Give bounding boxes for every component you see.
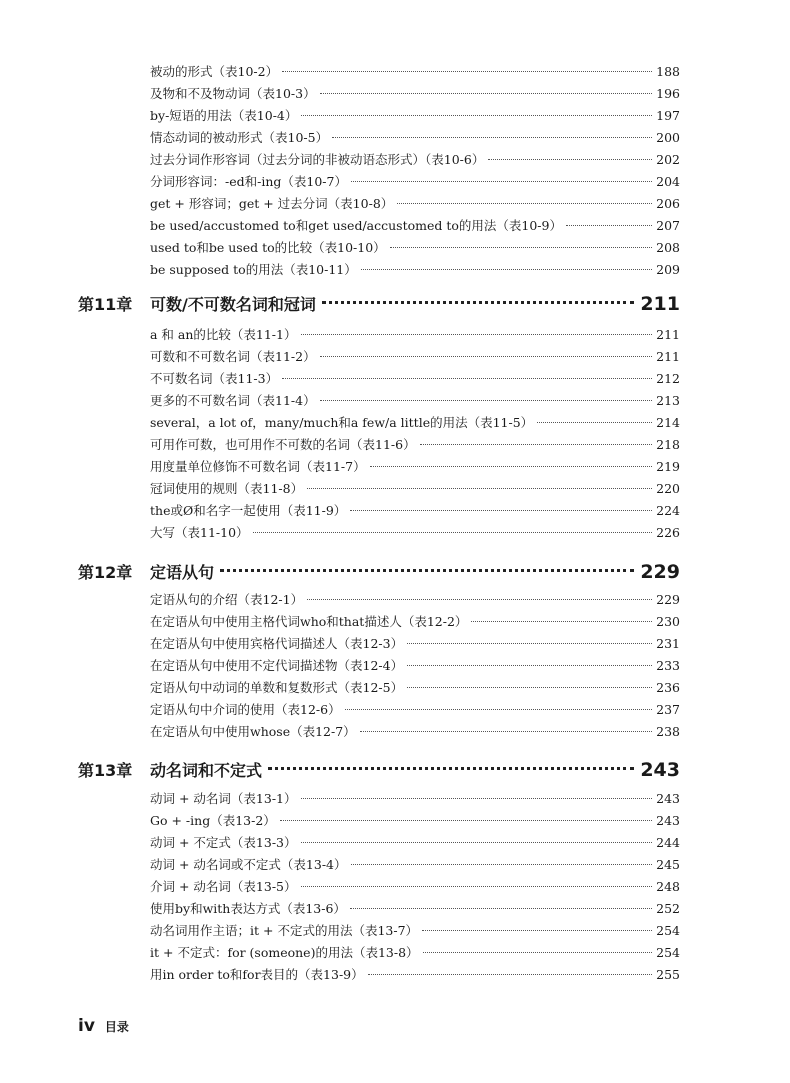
toc-entry[interactable] bbox=[150, 105, 680, 127]
toc-entry[interactable] bbox=[150, 942, 680, 964]
leader-dots bbox=[320, 400, 653, 401]
leader-dots bbox=[282, 71, 652, 72]
toc-entry[interactable] bbox=[150, 324, 680, 346]
toc-entry[interactable] bbox=[150, 854, 680, 876]
leader-dots bbox=[301, 334, 653, 335]
chapter-title: 定语从句 bbox=[150, 563, 215, 582]
toc-entry[interactable] bbox=[150, 898, 680, 920]
entry-title: by-短语的用法（表10-4） bbox=[150, 108, 298, 123]
toc-entry[interactable] bbox=[150, 434, 680, 456]
entry-title: 动词 + 动名词或不定式（表13-4） bbox=[150, 857, 347, 872]
leader-dots bbox=[350, 510, 652, 511]
leader-dots bbox=[301, 798, 653, 799]
chapter-number: 第11章 bbox=[78, 295, 133, 314]
entry-page: 233 bbox=[656, 658, 680, 673]
entry-page: 226 bbox=[656, 525, 680, 540]
toc-entry[interactable] bbox=[150, 611, 680, 633]
toc-entry[interactable] bbox=[150, 964, 680, 986]
leader-dots bbox=[320, 93, 653, 94]
leader-dots bbox=[350, 908, 652, 909]
leader-dots bbox=[332, 137, 652, 138]
toc-entry[interactable] bbox=[150, 876, 680, 898]
entry-page: 244 bbox=[656, 835, 680, 850]
entry-page: 214 bbox=[656, 415, 680, 430]
leader-dots bbox=[282, 378, 652, 379]
entry-page: 212 bbox=[656, 371, 680, 386]
entry-title: 动名词用作主语；it + 不定式的用法（表13-7） bbox=[150, 923, 419, 938]
toc-entry[interactable] bbox=[150, 810, 680, 832]
entry-title: 在定语从句中使用宾格代词描述人（表12-3） bbox=[150, 636, 404, 651]
entry-title: 使用by和with表达方式（表13-6） bbox=[150, 901, 346, 916]
leader-dots bbox=[368, 974, 653, 975]
entry-page: 236 bbox=[656, 680, 680, 695]
entry-page: 213 bbox=[656, 393, 680, 408]
entry-title: be used/accustomed to和get used/accustomed to的用法（表10-9） bbox=[150, 218, 562, 233]
leader-dots bbox=[345, 709, 653, 710]
toc-entry[interactable] bbox=[150, 83, 680, 105]
entry-title: get + 形容词；get + 过去分词（表10-8） bbox=[150, 196, 394, 211]
leader-dots bbox=[307, 599, 652, 600]
entry-page: 211 bbox=[656, 349, 680, 364]
entry-title: 介词 + 动名词（表13-5） bbox=[150, 879, 297, 894]
entry-page: 208 bbox=[656, 240, 680, 255]
toc-entry[interactable] bbox=[150, 788, 680, 810]
entry-title: 定语从句中介词的使用（表12-6） bbox=[150, 702, 341, 717]
chapter-page: 229 bbox=[640, 561, 680, 583]
leader-dots bbox=[566, 225, 652, 226]
leader-dots bbox=[397, 203, 652, 204]
entry-title: 用in order to和for表目的（表13-9） bbox=[150, 967, 364, 982]
toc-entry[interactable] bbox=[150, 920, 680, 942]
leader-dots bbox=[423, 952, 653, 953]
entry-page: 202 bbox=[656, 152, 680, 167]
toc-section-ch10-continued bbox=[150, 61, 680, 281]
leader-dots bbox=[220, 569, 634, 572]
footer-label: 目录 bbox=[104, 1020, 129, 1034]
entry-page: 248 bbox=[656, 879, 680, 894]
leader-dots bbox=[361, 269, 652, 270]
toc-entry[interactable] bbox=[150, 215, 680, 237]
leader-dots bbox=[471, 621, 652, 622]
entry-title: 可用作可数，也可用作不可数的名词（表11-6） bbox=[150, 437, 416, 452]
entry-page: 204 bbox=[656, 174, 680, 189]
entry-page: 254 bbox=[656, 945, 680, 960]
entry-page: 220 bbox=[656, 481, 680, 496]
entry-title: the或Ø和名字一起使用（表11-9） bbox=[150, 503, 347, 518]
entry-page: 224 bbox=[656, 503, 680, 518]
toc-entry[interactable] bbox=[150, 478, 680, 500]
toc-entry[interactable] bbox=[150, 259, 680, 281]
chapter-heading[interactable] bbox=[78, 758, 680, 788]
footer-page-number: iv bbox=[78, 1016, 95, 1036]
leader-dots bbox=[253, 532, 653, 533]
leader-dots bbox=[407, 687, 652, 688]
entry-title: 大写（表11-10） bbox=[150, 525, 249, 540]
entry-page: 254 bbox=[656, 923, 680, 938]
toc-entry[interactable] bbox=[150, 456, 680, 478]
chapter-heading[interactable] bbox=[78, 560, 680, 590]
leader-dots bbox=[407, 643, 652, 644]
entry-title: 冠词使用的规则（表11-8） bbox=[150, 481, 304, 496]
toc-entry[interactable] bbox=[150, 61, 680, 83]
toc-entry[interactable] bbox=[150, 500, 680, 522]
entry-title: 动词 + 动名词（表13-1） bbox=[150, 791, 297, 806]
toc-entry[interactable] bbox=[150, 368, 680, 390]
leader-dots bbox=[422, 930, 652, 931]
chapter-number: 第13章 bbox=[78, 761, 133, 780]
entry-page: 230 bbox=[656, 614, 680, 629]
chapter-page: 243 bbox=[640, 759, 680, 781]
entry-page: 231 bbox=[656, 636, 680, 651]
chapter-page: 211 bbox=[640, 293, 680, 315]
entry-page: 197 bbox=[656, 108, 680, 123]
entry-title: 在定语从句中使用主格代词who和that描述人（表12-2） bbox=[150, 614, 468, 629]
leader-dots bbox=[351, 864, 653, 865]
entry-title: 情态动词的被动形式（表10-5） bbox=[150, 130, 329, 145]
toc-entry[interactable] bbox=[150, 699, 680, 721]
chapter-number: 第12章 bbox=[78, 563, 133, 582]
toc-section-ch11 bbox=[150, 324, 680, 544]
entry-page: 245 bbox=[656, 857, 680, 872]
toc-entry[interactable] bbox=[150, 149, 680, 171]
entry-page: 200 bbox=[656, 130, 680, 145]
entry-title: 用度量单位修饰不可数名词（表11-7） bbox=[150, 459, 366, 474]
leader-dots bbox=[320, 356, 653, 357]
chapter-title: 可数/不可数名词和冠词 bbox=[150, 295, 316, 314]
entry-title: 被动的形式（表10-2） bbox=[150, 64, 279, 79]
leader-dots bbox=[307, 488, 652, 489]
entry-page: 237 bbox=[656, 702, 680, 717]
entry-title: 不可数名词（表11-3） bbox=[150, 371, 279, 386]
toc-entry[interactable] bbox=[150, 677, 680, 699]
toc-entry[interactable] bbox=[150, 832, 680, 854]
entry-page: 219 bbox=[656, 459, 680, 474]
toc-section-ch12 bbox=[150, 589, 680, 743]
entry-title: 动词 + 不定式（表13-3） bbox=[150, 835, 297, 850]
entry-title: several，a lot of，many/much和a few/a little的用法（表11-5） bbox=[150, 415, 534, 430]
entry-title: Go + -ing（表13-2） bbox=[150, 813, 276, 828]
leader-dots bbox=[360, 731, 652, 732]
leader-dots bbox=[537, 422, 652, 423]
leader-dots bbox=[322, 301, 634, 304]
entry-page: 229 bbox=[656, 592, 680, 607]
toc-entry[interactable] bbox=[150, 171, 680, 193]
toc-entry[interactable] bbox=[150, 721, 680, 743]
entry-title: 定语从句中动词的单数和复数形式（表12-5） bbox=[150, 680, 404, 695]
chapter-heading[interactable] bbox=[78, 292, 680, 322]
entry-page: 206 bbox=[656, 196, 680, 211]
page-footer bbox=[78, 1016, 129, 1036]
toc-entry[interactable] bbox=[150, 522, 680, 544]
toc-entry[interactable] bbox=[150, 655, 680, 677]
entry-title: be supposed to的用法（表10-11） bbox=[150, 262, 357, 277]
entry-title: 分词形容词：-ed和-ing（表10-7） bbox=[150, 174, 347, 189]
leader-dots bbox=[280, 820, 652, 821]
entry-title: 及物和不及物动词（表10-3） bbox=[150, 86, 316, 101]
entry-title: 过去分词作形容词（过去分词的非被动语态形式）（表10-6） bbox=[150, 152, 485, 167]
entry-title: 在定语从句中使用whose（表12-7） bbox=[150, 724, 356, 739]
entry-page: 207 bbox=[656, 218, 680, 233]
entry-title: 更多的不可数名词（表11-4） bbox=[150, 393, 316, 408]
leader-dots bbox=[301, 842, 653, 843]
leader-dots bbox=[370, 466, 653, 467]
entry-page: 243 bbox=[656, 791, 680, 806]
leader-dots bbox=[390, 247, 652, 248]
leader-dots bbox=[420, 444, 653, 445]
toc-entry[interactable] bbox=[150, 127, 680, 149]
toc-entry[interactable] bbox=[150, 193, 680, 215]
leader-dots bbox=[301, 115, 652, 116]
entry-title: 在定语从句中使用不定代词描述物（表12-4） bbox=[150, 658, 404, 673]
toc-entry[interactable] bbox=[150, 633, 680, 655]
leader-dots bbox=[268, 767, 634, 770]
entry-page: 211 bbox=[656, 327, 680, 342]
entry-title: a 和 an的比较（表11-1） bbox=[150, 327, 297, 342]
toc-section-ch13 bbox=[150, 788, 680, 986]
entry-title: 定语从句的介绍（表12-1） bbox=[150, 592, 304, 607]
entry-title: it + 不定式：for (someone)的用法（表13-8） bbox=[150, 945, 419, 960]
toc-entry[interactable] bbox=[150, 390, 680, 412]
entry-page: 196 bbox=[656, 86, 680, 101]
leader-dots bbox=[407, 665, 652, 666]
entry-title: used to和be used to的比较（表10-10） bbox=[150, 240, 386, 255]
entry-page: 252 bbox=[656, 901, 680, 916]
toc-entry[interactable] bbox=[150, 589, 680, 611]
toc-entry[interactable] bbox=[150, 237, 680, 259]
chapter-title: 动名词和不定式 bbox=[150, 761, 263, 780]
entry-page: 243 bbox=[656, 813, 680, 828]
entry-page: 238 bbox=[656, 724, 680, 739]
entry-title: 可数和不可数名词（表11-2） bbox=[150, 349, 316, 364]
toc-entry[interactable] bbox=[150, 412, 680, 434]
leader-dots bbox=[351, 181, 652, 182]
entry-page: 255 bbox=[656, 967, 680, 982]
leader-dots bbox=[301, 886, 653, 887]
entry-page: 218 bbox=[656, 437, 680, 452]
toc-entry[interactable] bbox=[150, 346, 680, 368]
leader-dots bbox=[488, 159, 652, 160]
entry-page: 209 bbox=[656, 262, 680, 277]
entry-page: 188 bbox=[656, 64, 680, 79]
